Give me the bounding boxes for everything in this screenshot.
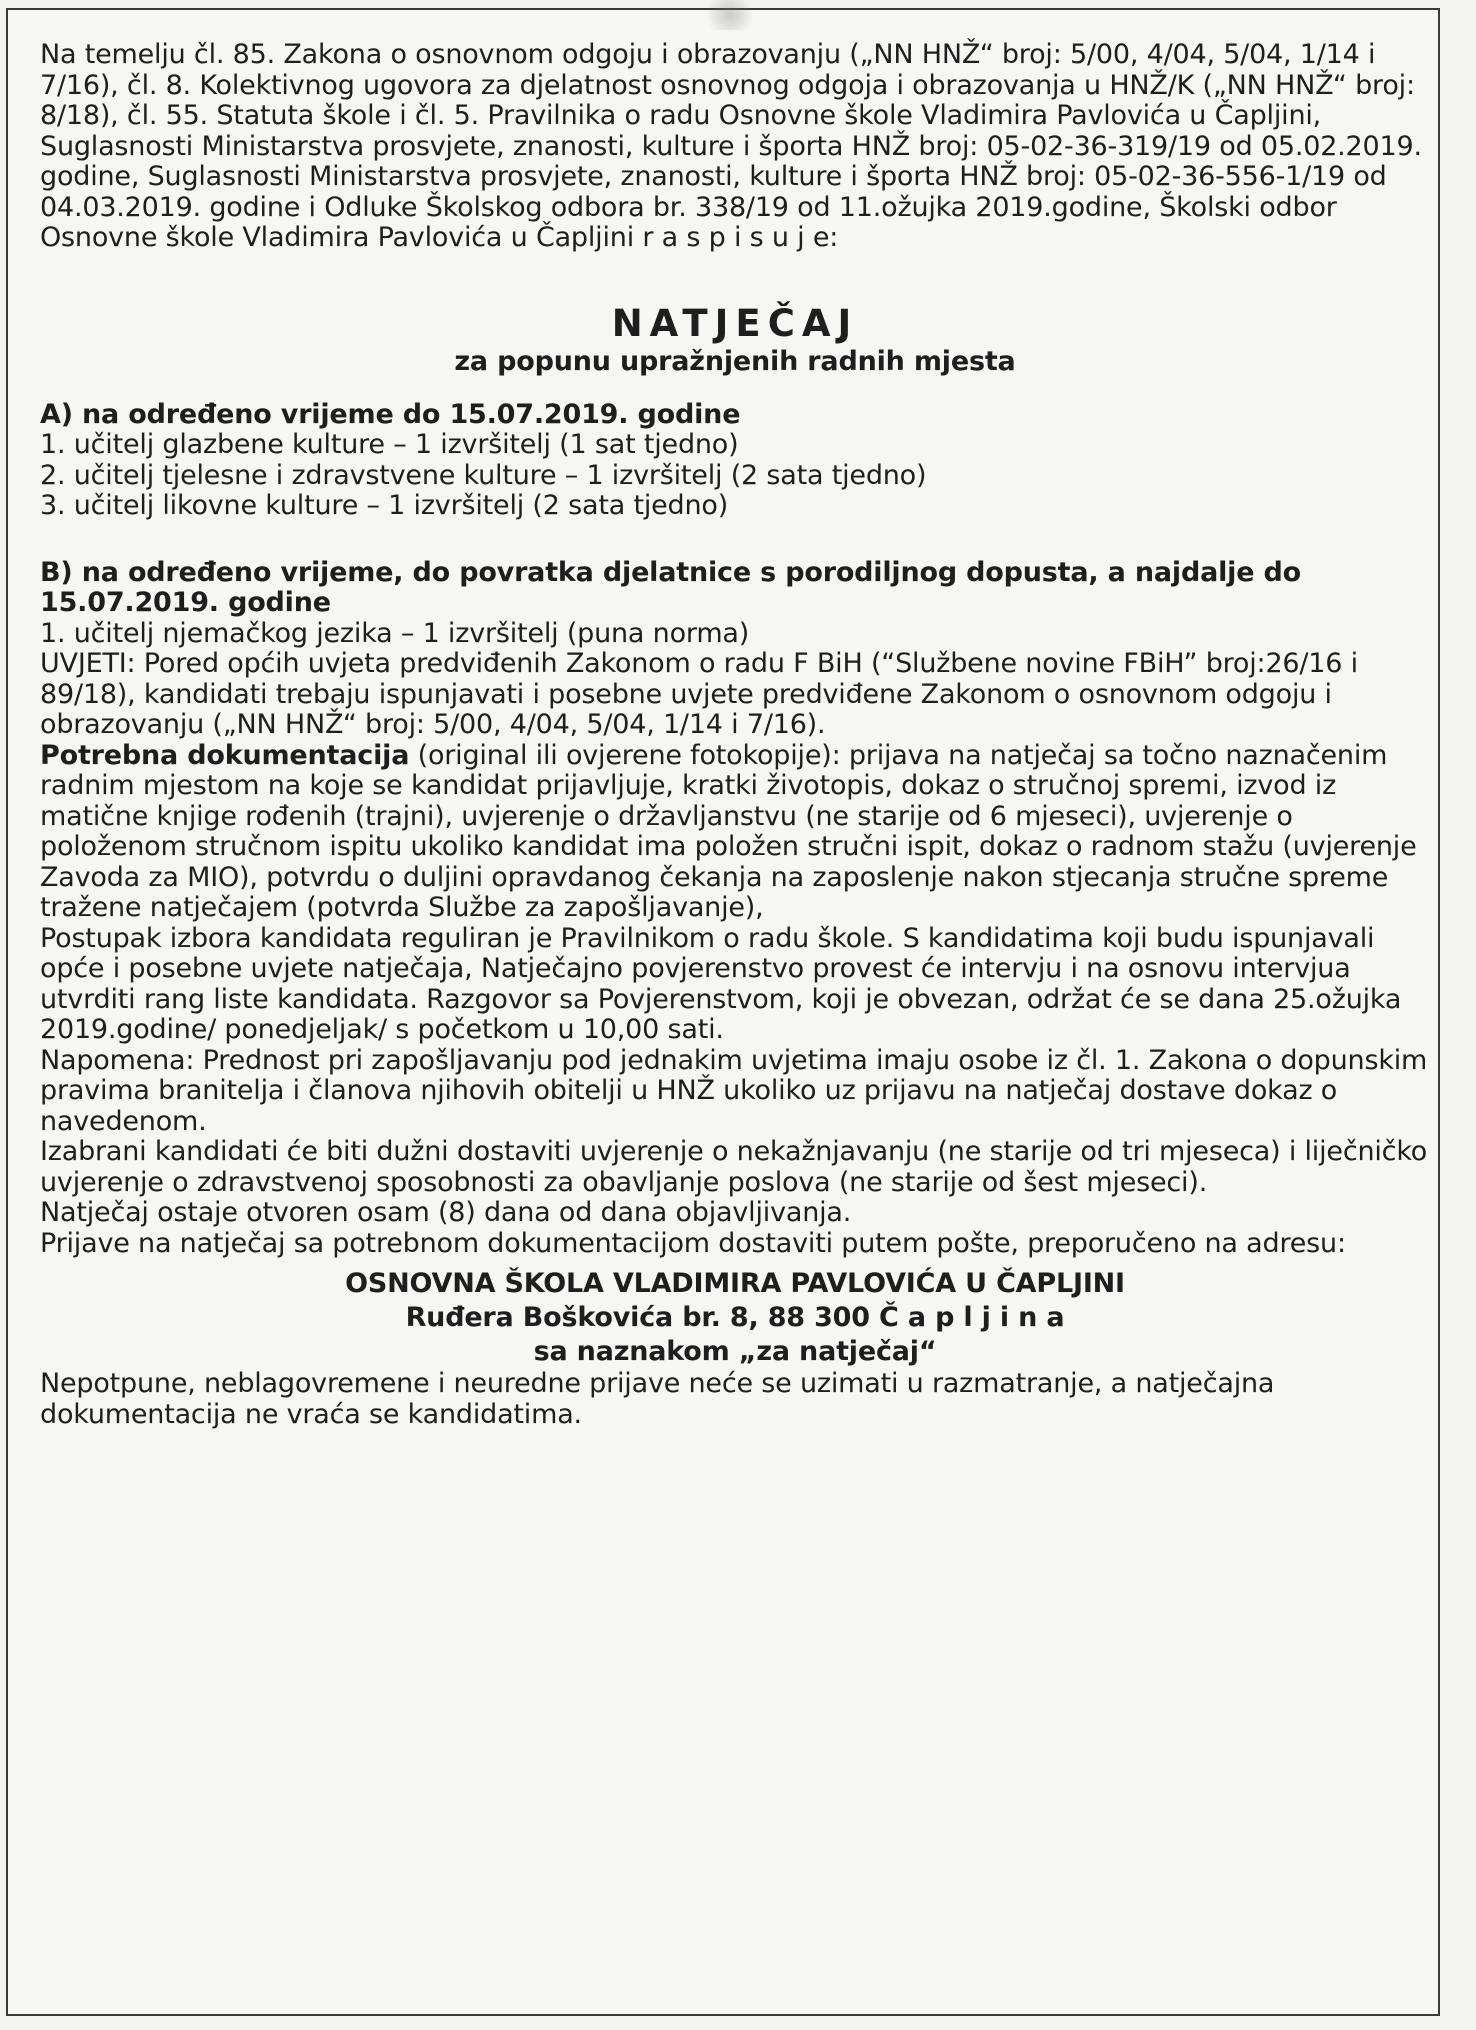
job-notice-document: [40, 40, 1430, 1430]
address-block: [40, 1267, 1430, 1369]
documentation-paragraph: [40, 741, 1430, 924]
section-a-item: 3. učitelj likovne kulture – 1 izvršitelj (2 sata tjedno): [40, 490, 729, 521]
documentation-text: (original ili ovjerene fotokopije): prijava na natječaj sa točno naznačenim radnim mjestom na koje se kandidat prijavljuje, kratki životopis, dokaz o stručnoj spremi, izvod iz matične knjige rođenih (trajni), uvjerenje o državljanstvu (ne starije od 6 mjeseci), uvjerenje o položenom stručnom ispitu ukoliko kandidat ima položen stručni ispit, dokaz o radnom stažu (uvjerenje Zavoda za MIO), potvrdu o duljini opravdanog čekanja na zaposlenje nakon stjecanja stručne spreme tražene natječajem (potvrda Službe za zapošljavanje),: [40, 739, 1417, 923]
section-a-title: A) na određeno vrijeme do 15.07.2019. godine: [40, 398, 741, 430]
note-paragraph: Napomena: Prednost pri zapošljavanju pod jednakim uvjetima imaju osobe iz čl. 1. Zakona o dopunskim pravima branitelja i članova njihovih obitelji u HNŽ ukoliko uz prijavu na natječaj dostave dokaz o navedenom.: [40, 1044, 1428, 1137]
address-street: Ruđera Boškovića br. 8, 88 300 Č a p l j i n a: [405, 1302, 1065, 1333]
intro-paragraph: Na temelju čl. 85. Zakona o osnovnom odgoju i obrazovanju („NN HNŽ“ broj: 5/00, 4/04, 5/04, 1/14 i 7/16), čl. 8. Kolektivnog ugovora za djelatnost osnovnog odgoja i obrazovanja u HNŽ/K („NN HNŽ“ broj: 8/18), čl. 55. Statuta škole i čl. 5. Pravilnika o radu Osnovne škole Vladimira Pavlovića u Čapljini, Suglasnosti Ministarstva prosvjete, znanosti, kulture i športa HNŽ broj: 05-02-36-319/19 od 05.02.2019. godine, Suglasnosti Ministarstva prosvjete, znanosti, kulture i športa HNŽ broj: 05-02-36-556-1/19 od 04.03.2019. godine i Odluke Školskog odbora br. 338/19 od 11.ožujka 2019.godine, Školski odbor Osnovne škole Vladimira Pavlovića u Čapljini r a s p i s u j e:: [40, 39, 1422, 253]
title-block: [40, 302, 1430, 378]
section-a-item: 2. učitelj tjelesne i zdravstvene kulture – 1 izvršitelj (2 sata tjedno): [40, 459, 927, 491]
procedure-paragraph: Postupak izbora kandidata reguliran je Pravilnikom o radu škole. S kandidatima koji budu ispunjavali opće i posebne uvjete natječaja, Natječajno povjerenstvo provest će intervju i na osnovu intervjua utvrditi rang liste kandidata. Razgovor sa Povjerenstvom, koji je obvezan, održat će se dana 25.ožujka 2019.godine/ ponedjeljak/ s početkom u 10,00 sati.: [40, 922, 1402, 1045]
section-b-item: 1. učitelj njemačkog jezika – 1 izvršitelj (puna norma): [40, 617, 750, 649]
section-a: [40, 400, 1430, 522]
conditions-paragraph: UVJETI: Pored općih uvjeta predviđenih Zakonom o radu F BiH (“Službene novine FBiH” broj:26/16 i 89/18), kandidati trebaju ispunjavati i posebne uvjete predviđene Zakonom o osnovnom odgoju i obrazovanju („NN HNŽ“ broj: 5/00, 4/04, 5/04, 1/14 i 7/16).: [40, 648, 1358, 740]
submit-paragraph: Prijave na natječaj sa potrebnom dokumentacijom dostaviti putem pošte, preporučeno na adresu:: [40, 1227, 1346, 1259]
section-b-title: B) na određeno vrijeme, do povratka djelatnice s porodiljnog dopusta, a najdalje do 15.07.2019. godine: [40, 556, 1301, 618]
closing-paragraph: Nepotpune, neblagovremene i neuredne prijave neće se uzimati u razmatranje, a natječajna dokumentacija ne vraća se kandidatima.: [40, 1368, 1275, 1430]
print-smudge: [700, 0, 760, 30]
address-school-name: OSNOVNA ŠKOLA VLADIMIRA PAVLOVIĆA U ČAPLJINI: [345, 1268, 1125, 1299]
address-marking: sa naznakom „za natječaj“: [533, 1336, 937, 1367]
notice-heading: NATJEČAJ: [611, 301, 859, 345]
documentation-label: Potrebna dokumentacija: [40, 739, 410, 771]
section-b: [40, 558, 1430, 650]
open-period-paragraph: Natječaj ostaje otvoren osam (8) dana od dana objavljivanja.: [40, 1197, 852, 1228]
selected-candidates-paragraph: Izabrani kandidati će biti dužni dostaviti uvjerenje o nekažnjavanju (ne starije od tri mjeseca) i liječničko uvjerenje o zdravstvenoj sposobnosti za obavljanje poslova (ne starije od šest mjeseci).: [40, 1136, 1428, 1198]
section-a-item: 1. učitelj glazbene kulture – 1 izvršitelj (1 sat tjedno): [40, 429, 739, 460]
notice-subheading: za popunu upražnjenih radnih mjesta: [454, 345, 1016, 377]
